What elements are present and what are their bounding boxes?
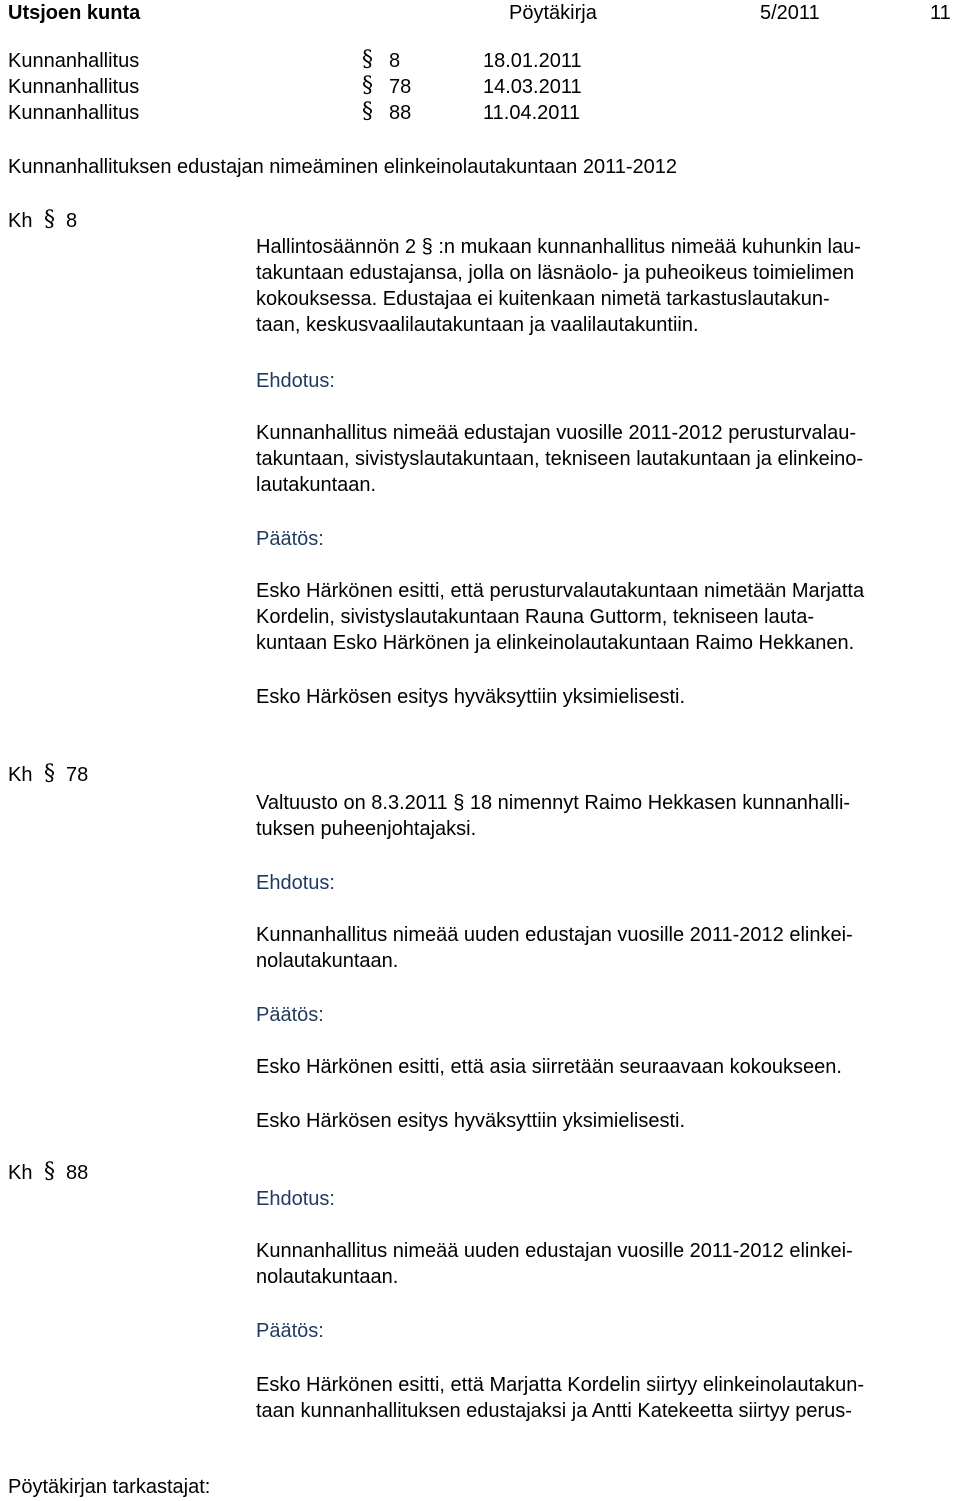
- section-sign: §: [362, 47, 373, 72]
- ehdotus-line: Kunnanhallitus nimeää uuden edustajan vuosille 2011-2012 elinkei-: [256, 924, 853, 946]
- section-number: 8: [66, 210, 78, 232]
- section-prefix: Kh: [8, 210, 33, 232]
- approval-line: Esko Härkösen esitys hyväksyttiin yksimielisesti.: [256, 1110, 686, 1132]
- paatos-line: taan kunnanhallituksen edustajaksi ja Antti Katekeetta siirtyy perus-: [256, 1400, 852, 1422]
- section-sign: §: [44, 207, 55, 232]
- reference-number: 78: [389, 76, 412, 98]
- document-number: 5/2011: [760, 2, 820, 24]
- municipality-name: Utsjoen kunta: [8, 2, 141, 24]
- reference-date: 11.04.2011: [483, 102, 581, 124]
- reference-number: 8: [389, 50, 401, 72]
- ehdotus-line: lautakuntaan.: [256, 474, 377, 496]
- paragraph-line: kokouksessa. Edustajaa ei kuitenkaan nimetä tarkastuslautakun-: [256, 288, 830, 310]
- ehdotus-line: Kunnanhallitus nimeää uuden edustajan vuosille 2011-2012 elinkei-: [256, 1240, 853, 1262]
- footer-checkers-label: Pöytäkirjan tarkastajat:: [8, 1476, 211, 1498]
- ehdotus-label: Ehdotus:: [256, 1188, 335, 1210]
- paragraph-line: tuksen puheenjohtajaksi.: [256, 818, 477, 840]
- paatos-label: Päätös:: [256, 1004, 324, 1026]
- reference-date: 14.03.2011: [483, 76, 582, 98]
- page-number: 11: [930, 2, 951, 24]
- ehdotus-line: nolautakuntaan.: [256, 950, 399, 972]
- paatos-line: kuntaan Esko Härkönen ja elinkeinolautakuntaan Raimo Hekkanen.: [256, 632, 855, 654]
- ehdotus-line: nolautakuntaan.: [256, 1266, 399, 1288]
- paatos-line: Esko Härkönen esitti, että asia siirretään seuraavaan kokoukseen.: [256, 1056, 842, 1078]
- ehdotus-line: takuntaan, sivistyslautakuntaan, tekniseen lautakuntaan ja elinkeino-: [256, 448, 864, 470]
- paatos-line: Esko Härkönen esitti, että perusturvalautakuntaan nimetään Marjatta: [256, 580, 865, 602]
- reference-body: Kunnanhallitus: [8, 102, 140, 124]
- section-prefix: Kh: [8, 764, 33, 786]
- section-prefix: Kh: [8, 1162, 33, 1184]
- section-number: 78: [66, 764, 89, 786]
- section-sign: §: [44, 761, 55, 786]
- paatos-line: Kordelin, sivistyslautakuntaan Rauna Guttorm, tekniseen lauta-: [256, 606, 815, 628]
- paatos-label: Päätös:: [256, 1320, 324, 1342]
- reference-body: Kunnanhallitus: [8, 50, 140, 72]
- approval-line: Esko Härkösen esitys hyväksyttiin yksimielisesti.: [256, 686, 686, 708]
- reference-number: 88: [389, 102, 412, 124]
- ehdotus-line: Kunnanhallitus nimeää edustajan vuosille 2011-2012 perusturvalau-: [256, 422, 857, 444]
- document-title: Kunnanhallituksen edustajan nimeäminen elinkeinolautakuntaan 2011-2012: [8, 156, 678, 178]
- document-header: [0, 0, 960, 26]
- section-sign: §: [362, 99, 373, 124]
- paatos-label: Päätös:: [256, 528, 324, 550]
- paatos-line: Esko Härkönen esitti, että Marjatta Kordelin siirtyy elinkeinolautakun-: [256, 1374, 865, 1396]
- paragraph-line: Valtuusto on 8.3.2011 § 18 nimennyt Raimo Hekkasen kunnanhalli-: [256, 792, 851, 814]
- paragraph-line: Hallintosäännön 2 § :n mukaan kunnanhallitus nimeää kuhunkin lau-: [256, 236, 861, 258]
- section-number: 88: [66, 1162, 89, 1184]
- paragraph-line: taan, keskusvaalilautakuntaan ja vaalilautakuntiin.: [256, 314, 699, 336]
- ehdotus-label: Ehdotus:: [256, 370, 335, 392]
- section-sign: §: [362, 73, 373, 98]
- document-type: Pöytäkirja: [509, 2, 597, 24]
- section-sign: §: [44, 1159, 55, 1184]
- reference-body: Kunnanhallitus: [8, 76, 140, 98]
- reference-date: 18.01.2011: [483, 50, 582, 72]
- ehdotus-label: Ehdotus:: [256, 872, 335, 894]
- paragraph-line: takuntaan edustajansa, jolla on läsnäolo- ja puheoikeus toimielimen: [256, 262, 855, 284]
